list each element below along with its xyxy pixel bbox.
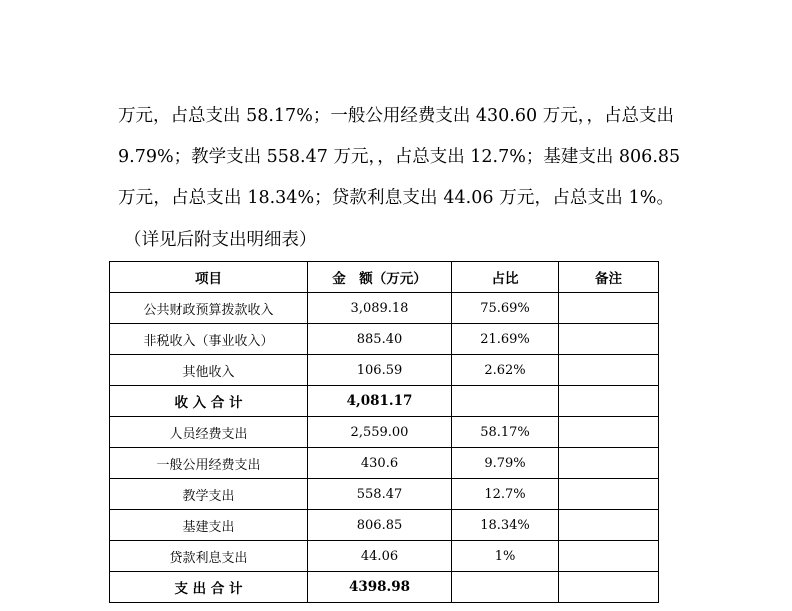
cell-ratio: 75.69%: [452, 293, 559, 324]
cell-amount: 4,081.17: [308, 386, 452, 417]
header-ratio: 占比: [452, 262, 559, 293]
cell-item: 其他收入: [110, 355, 308, 386]
table-row: [110, 479, 659, 510]
cell-ratio: 18.34%: [452, 510, 559, 541]
table-total-row: [110, 386, 659, 417]
paragraph-line-2: 9.79%；教学支出 558.47 万元，，占总支出 12.7%；基建支出 806.85: [118, 147, 681, 167]
cell-item: 一般公用经费支出: [110, 448, 308, 479]
table-row: [110, 510, 659, 541]
cell-note: [559, 541, 659, 572]
cell-item: 支 出 合 计: [110, 572, 308, 603]
table-row: [110, 293, 659, 324]
table-total-row: [110, 572, 659, 603]
cell-ratio: 2.62%: [452, 355, 559, 386]
table-row: [110, 324, 659, 355]
cell-note: [559, 355, 659, 386]
cell-amount: 44.06: [308, 541, 452, 572]
cell-ratio: [452, 386, 559, 417]
cell-item: 收 入 合 计: [110, 386, 308, 417]
paragraph-line-3: 万元，占总支出 18.34%；贷款利息支出 44.06 万元，占总支出 1%。: [118, 188, 674, 208]
cell-item: 教学支出: [110, 479, 308, 510]
cell-note: [559, 324, 659, 355]
cell-amount: 3,089.18: [308, 293, 452, 324]
header-amount: 金 额（万元）: [308, 262, 452, 293]
paragraph-line-1: 万元，占总支出 58.17%；一般公用经费支出 430.60 万元，，占总支出: [118, 106, 674, 126]
cell-note: [559, 479, 659, 510]
cell-amount: 806.85: [308, 510, 452, 541]
cell-item: 人员经费支出: [110, 417, 308, 448]
cell-ratio: 12.7%: [452, 479, 559, 510]
cell-item: 非税收入（事业收入）: [110, 324, 308, 355]
table-row: [110, 417, 659, 448]
table-header-row: [110, 262, 659, 293]
cell-item: 贷款利息支出: [110, 541, 308, 572]
table-row: [110, 541, 659, 572]
cell-ratio: [452, 572, 559, 603]
cell-amount: 430.6: [308, 448, 452, 479]
table-row: [110, 448, 659, 479]
cell-amount: 885.40: [308, 324, 452, 355]
cell-note: [559, 510, 659, 541]
cell-note: [559, 572, 659, 603]
cell-amount: 2,559.00: [308, 417, 452, 448]
income-expense-table: [109, 261, 659, 603]
cell-item: 基建支出: [110, 510, 308, 541]
cell-note: [559, 417, 659, 448]
cell-amount: 558.47: [308, 479, 452, 510]
cell-note: [559, 448, 659, 479]
cell-amount: 106.59: [308, 355, 452, 386]
cell-note: [559, 293, 659, 324]
paragraph-line-4: （详见后附支出明细表）: [124, 230, 317, 250]
cell-ratio: 1%: [452, 541, 559, 572]
header-item: 项目: [110, 262, 308, 293]
cell-ratio: 9.79%: [452, 448, 559, 479]
cell-ratio: 21.69%: [452, 324, 559, 355]
cell-amount: 4398.98: [308, 572, 452, 603]
cell-item: 公共财政预算拨款收入: [110, 293, 308, 324]
cell-ratio: 58.17%: [452, 417, 559, 448]
header-note: 备注: [559, 262, 659, 293]
table-row: [110, 355, 659, 386]
cell-note: [559, 386, 659, 417]
